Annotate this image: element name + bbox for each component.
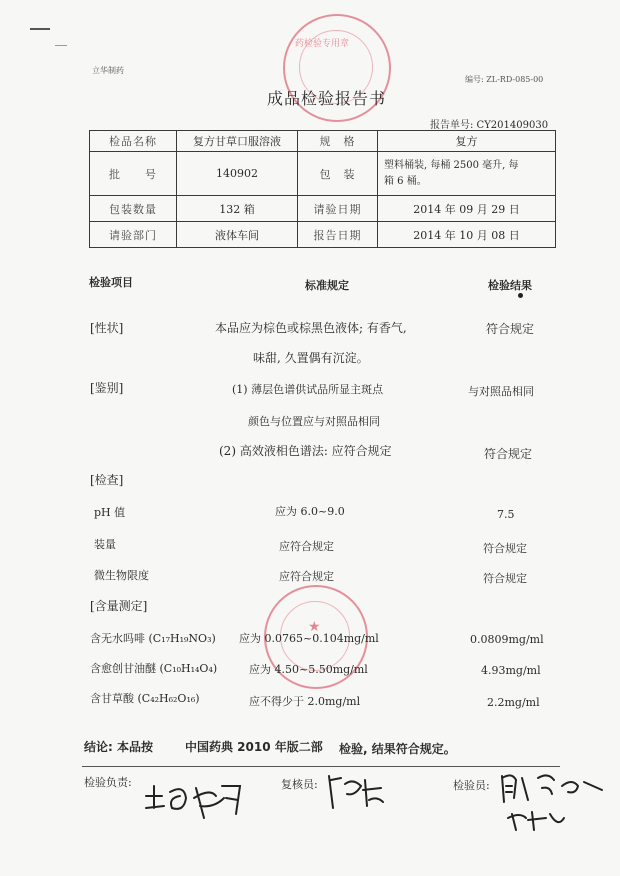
inspection-result-microbial: 符合规定 (483, 572, 527, 585)
batch-value: 140902 (177, 152, 298, 196)
section-identification-label: [鉴别] (90, 381, 124, 395)
product-name-value: 复方甘草口服溶液 (177, 131, 298, 152)
col-header-result: 检验结果 (488, 279, 532, 292)
assay-item-guaifenesin: 含愈创甘油醚 (C₁₀H₁₄O₄) (90, 662, 218, 675)
request-dept-value: 液体车间 (177, 222, 298, 248)
assay-item-morphine: 含无水吗啡 (C₁₇H₁₉NO₃) (90, 632, 216, 645)
report-date-value: 2014 年 10 月 08 日 (378, 222, 556, 248)
assay-standard-glycyrrhizic: 应不得少于 2.0mg/ml (249, 695, 361, 708)
inspection-result-ph: 7.5 (497, 508, 515, 521)
report-number: 报告单号: CY201409030 (430, 120, 549, 131)
assay-standard-morphine: 应为 0.0765~0.104mg/ml (239, 632, 379, 645)
conclusion-suffix: 检验, 结果符合规定。 (339, 742, 456, 756)
conclusion-prefix: 结论: 本品按 (84, 740, 153, 754)
inspection-standard-microbial: 应符合规定 (279, 570, 334, 583)
responsible-label: 检验负责: (84, 776, 132, 789)
package-label: 包 装 (298, 152, 378, 196)
identification-test2-result: 符合规定 (484, 447, 533, 461)
page-title: 成品检验报告书 (267, 89, 387, 108)
inspection-standard-fill: 应符合规定 (279, 540, 334, 553)
bottom-rule (82, 766, 560, 767)
conclusion-pharmacopoeia: 中国药典 2010 年版二部 (185, 740, 323, 754)
batch-label: 批 号 (90, 152, 177, 196)
scan-mark (30, 28, 50, 30)
identification-test1-line2: 颜色与位置应与对照品相同 (248, 415, 380, 428)
request-date-value: 2014 年 09 月 29 日 (378, 196, 556, 222)
appearance-standard-line1: 本品应为棕色或棕黑色液体; 有香气, (215, 321, 407, 335)
section-assay-label: [含量测定] (90, 599, 148, 613)
inspection-result-fill: 符合规定 (483, 542, 527, 555)
section-appearance-label: [性状] (90, 321, 124, 335)
inspection-item-microbial: 微生物限度 (94, 569, 149, 582)
ink-dot (518, 293, 523, 298)
assay-standard-guaifenesin: 应为 4.50~5.50mg/ml (249, 663, 368, 676)
scan-mark (55, 45, 67, 46)
reviewer-signature (325, 770, 385, 812)
appearance-standard-line2: 味甜, 久置偶有沉淀。 (253, 351, 369, 365)
report-date-label: 报告日期 (298, 222, 378, 248)
assay-result-morphine: 0.0809mg/ml (470, 633, 544, 646)
inspection-item-ph: pH 值 (94, 506, 126, 519)
inspector-label: 检验员: (453, 779, 490, 792)
inspector-signature (498, 768, 608, 832)
col-header-standard: 标准规定 (305, 279, 349, 292)
appearance-result: 符合规定 (486, 322, 535, 336)
inspection-item-fill: 装量 (94, 538, 116, 551)
spec-label: 规 格 (298, 131, 378, 152)
package-value (378, 152, 556, 196)
middle-stamp-star: ★ (308, 619, 321, 635)
assay-result-glycyrrhizic: 2.2mg/ml (487, 696, 540, 709)
request-dept-label: 请验部门 (90, 222, 177, 248)
identification-test1-result: 与对照品相同 (468, 385, 534, 398)
assay-result-guaifenesin: 4.93mg/ml (481, 664, 541, 677)
inspection-standard-ph: 应为 6.0~9.0 (275, 505, 345, 518)
identification-test1-line1: (1) 薄层色谱供试品所显主斑点 (232, 383, 384, 396)
package-value-line2: 箱 6 桶。 (384, 175, 427, 187)
assay-item-glycyrrhizic: 含甘草酸 (C₄₂H₆₂O₁₆) (90, 692, 200, 705)
section-inspection-label: [检查] (90, 473, 124, 487)
identification-test2: (2) 高效液相色谱法: 应符合规定 (219, 444, 392, 458)
request-date-label: 请验日期 (298, 196, 378, 222)
package-value-line1: 塑料桶装, 每桶 2500 毫升, 每 (384, 159, 519, 171)
company-mark: 立华制药 (92, 66, 124, 75)
top-stamp-text: 药检验专用章 (295, 39, 350, 49)
quantity-value: 132 箱 (177, 196, 298, 222)
reviewer-label: 复核员: (281, 778, 318, 791)
doc-number: 编号: ZL-RD-085-00 (465, 75, 544, 84)
product-name-label: 检品名称 (90, 131, 177, 152)
quantity-label: 包装数量 (90, 196, 177, 222)
info-table (89, 130, 556, 248)
spec-value: 复方 (378, 131, 556, 152)
responsible-signature (144, 778, 244, 822)
col-header-item: 检验项目 (89, 276, 133, 289)
